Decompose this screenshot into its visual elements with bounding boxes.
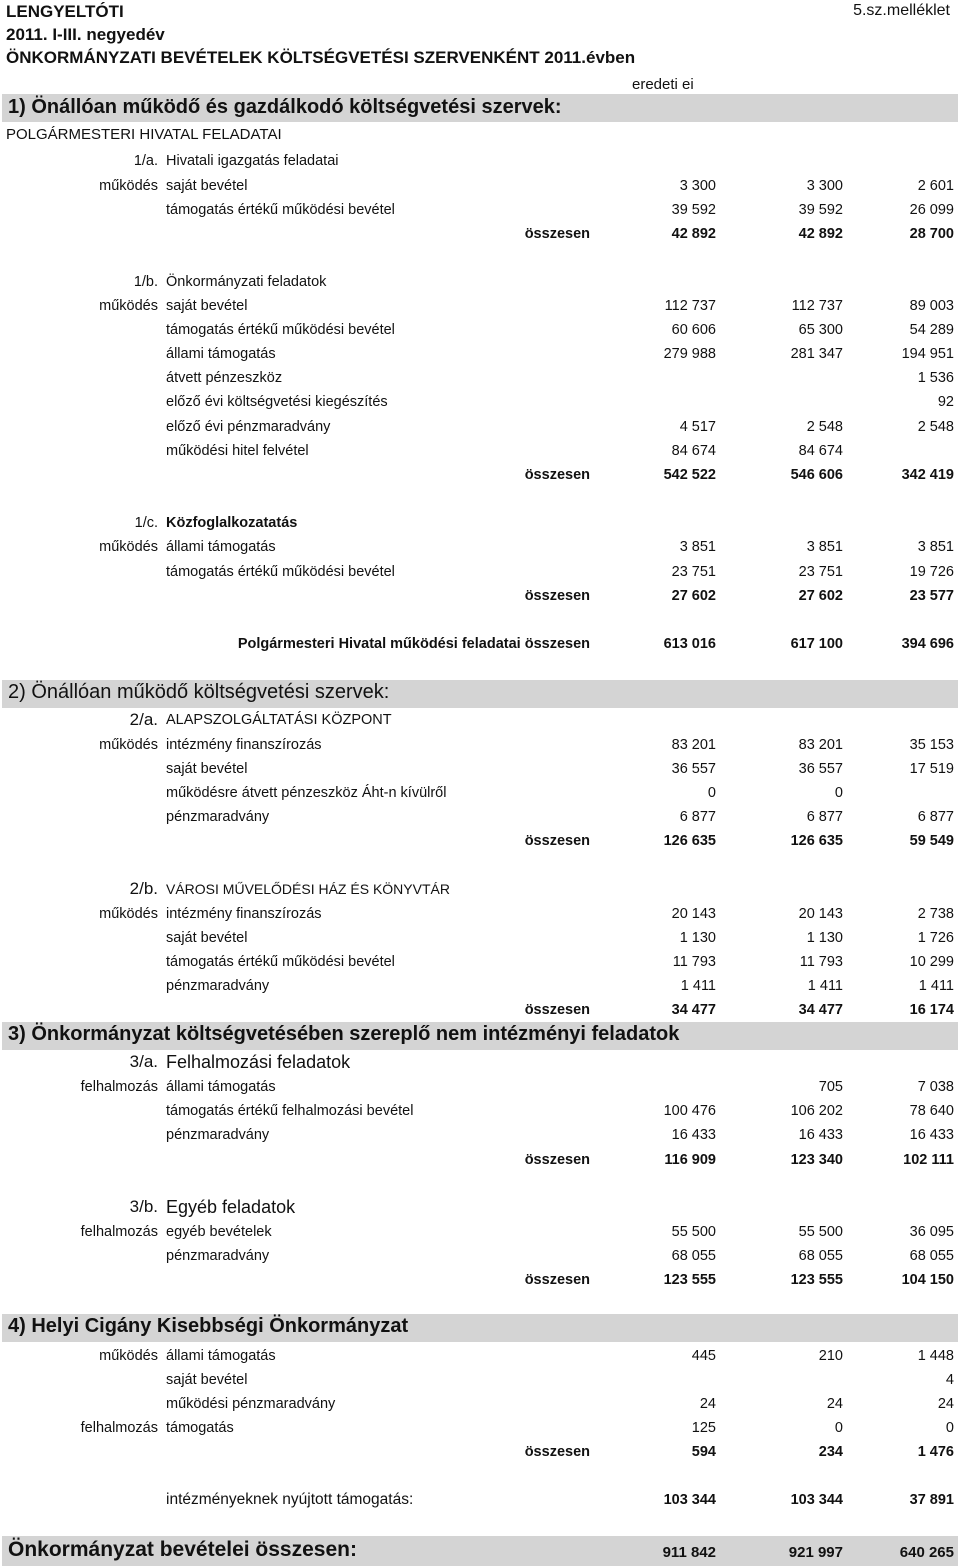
value-actual: 35 153 — [909, 737, 954, 753]
section-4-band — [2, 1314, 958, 1342]
value-modified: 24 — [826, 1396, 843, 1412]
value-original: 279 988 — [663, 346, 716, 362]
value-modified: 36 557 — [798, 761, 843, 777]
row-label: saját bevétel — [166, 178, 248, 194]
value-original: 39 592 — [671, 202, 716, 218]
grand-total-band — [2, 1536, 958, 1566]
total-modified: 123 340 — [790, 1152, 843, 1168]
total-actual: 23 577 — [909, 588, 954, 604]
row-label: pénzmaradvány — [166, 1127, 270, 1143]
total-original: 123 555 — [663, 1272, 716, 1288]
total-label: összesen — [524, 1152, 590, 1168]
value-actual: 1 536 — [917, 370, 954, 386]
table-row — [0, 1244, 960, 1268]
row-label: állami támogatás — [166, 539, 276, 555]
subsection-code: 3/b. — [129, 1197, 158, 1216]
total-original: 34 477 — [671, 1002, 716, 1018]
total-original: 27 602 — [671, 588, 716, 604]
row-label: előző évi költségvetési kiegészítés — [166, 394, 388, 410]
page-title: ÖNKORMÁNYZATI BEVÉTELEK KÖLTSÉGVETÉSI SZERVENKÉNT 2011.évben — [6, 48, 636, 67]
row-label: működési hitel felvétel — [166, 443, 309, 459]
value-actual: 17 519 — [909, 761, 954, 777]
value-original: 1 411 — [680, 978, 716, 994]
value-modified: 210 — [818, 1348, 843, 1364]
row-label: támogatás — [166, 1420, 234, 1436]
value-original: 0 — [707, 785, 716, 801]
total-label: összesen — [524, 226, 590, 242]
section-2-title: 2) Önállóan működő költségvetési szervek: — [8, 681, 390, 703]
value-original: 84 674 — [671, 443, 716, 459]
row-category: működés — [99, 737, 158, 753]
row-category: felhalmozás — [80, 1420, 158, 1436]
section-1-title: 1) Önállóan működő és gazdálkodó költségvetési szervek: — [8, 96, 562, 118]
value-modified: 11 793 — [799, 954, 843, 970]
total-row — [0, 584, 960, 608]
subsection-2a-header — [0, 708, 960, 734]
table-row — [0, 733, 960, 757]
total-row — [0, 222, 960, 246]
total-label: összesen — [524, 1002, 590, 1018]
value-original: 3 851 — [679, 539, 716, 555]
total-original: 126 635 — [663, 833, 716, 849]
table-row — [0, 366, 960, 390]
value-modified: 23 751 — [798, 564, 843, 580]
total-label: összesen — [524, 1444, 590, 1460]
table-row — [0, 1368, 960, 1392]
value-modified: 112 737 — [791, 298, 843, 314]
row-category: felhalmozás — [80, 1079, 158, 1095]
table-row — [0, 535, 960, 559]
annex-label: 5.sz.melléklet — [853, 2, 950, 19]
row-label: átvett pénzeszköz — [166, 370, 283, 386]
value-modified: 83 201 — [798, 737, 843, 753]
value-original: 23 751 — [671, 564, 716, 580]
section-3-band — [2, 1022, 958, 1050]
row-label: működésre átvett pénzeszköz Áht-n kívülről — [166, 785, 447, 801]
value-original: 24 — [699, 1396, 716, 1412]
row-category: működés — [99, 298, 158, 314]
total-label: összesen — [524, 833, 590, 849]
value-original: 3 300 — [679, 178, 716, 194]
subsection-name: Hivatali igazgatás feladatai — [166, 153, 339, 169]
subsection-2b-header — [0, 877, 960, 903]
row-label: saját bevétel — [166, 1372, 248, 1388]
draft-label: LENGYELTÓTI — [6, 2, 124, 21]
value-actual: 37 891 — [909, 1492, 954, 1508]
total-modified: 126 635 — [790, 833, 843, 849]
total-modified: 617 100 — [790, 636, 843, 652]
total-modified: 42 892 — [798, 226, 843, 242]
value-actual: 54 289 — [909, 322, 954, 338]
row-label: pénzmaradvány — [166, 809, 270, 825]
table-row — [0, 757, 960, 781]
subsection-code: 2/b. — [129, 879, 158, 898]
value-modified: 1 130 — [806, 930, 843, 946]
value-modified: 281 347 — [790, 346, 843, 362]
section-2-band — [2, 680, 958, 708]
value-original: 103 344 — [663, 1492, 716, 1508]
value-actual: 1 726 — [917, 930, 954, 946]
table-row — [0, 1220, 960, 1244]
section-1-band — [2, 94, 958, 122]
value-original: 6 877 — [679, 809, 716, 825]
value-actual: 10 299 — [909, 954, 954, 970]
value-original: 125 — [691, 1420, 716, 1436]
total-original: 42 892 — [671, 226, 716, 242]
value-modified: 1 411 — [807, 978, 843, 994]
row-label: támogatás értékű működési bevétel — [166, 322, 395, 338]
value-actual: 89 003 — [909, 298, 954, 314]
table-row — [0, 174, 960, 198]
subsection-name: Egyéb feladatok — [166, 1197, 296, 1217]
row-label: intézmény finanszírozás — [166, 737, 322, 753]
value-modified: 0 — [834, 785, 843, 801]
total-actual: 102 111 — [903, 1152, 954, 1168]
total-row — [0, 1268, 960, 1292]
table-row — [0, 560, 960, 584]
value-actual: 36 095 — [909, 1224, 954, 1240]
total-actual: 59 549 — [909, 833, 954, 849]
value-original: 112 737 — [664, 298, 716, 314]
value-modified: 65 300 — [798, 322, 843, 338]
total-actual: 1 476 — [917, 1444, 954, 1460]
period-label: 2011. I-III. negyedév — [6, 25, 165, 44]
total-modified: 123 555 — [790, 1272, 843, 1288]
total-label: összesen — [524, 467, 590, 483]
subsection-code: 1/b. — [133, 274, 158, 290]
subsection-code: 1/a. — [133, 153, 158, 169]
total-original: 613 016 — [663, 636, 716, 652]
table-row — [0, 198, 960, 222]
total-row — [0, 1440, 960, 1464]
value-original: 60 606 — [671, 322, 716, 338]
value-modified: 68 055 — [798, 1248, 843, 1264]
subsection-name: Közfoglalkozatatás — [166, 515, 298, 531]
value-modified: 103 344 — [790, 1492, 843, 1508]
value-modified: 20 143 — [798, 906, 843, 922]
value-modified: 705 — [818, 1079, 843, 1095]
value-actual: 1 411 — [918, 978, 954, 994]
table-row — [0, 926, 960, 950]
table-row — [0, 1416, 960, 1440]
subsection-name: ALAPSZOLGÁLTATÁSI KÖZPONT — [166, 712, 392, 728]
row-label: működési pénzmaradvány — [166, 1396, 336, 1412]
value-original: 16 433 — [671, 1127, 716, 1143]
value-actual: 2 738 — [917, 906, 954, 922]
value-original: 68 055 — [671, 1248, 716, 1264]
value-actual: 6 877 — [917, 809, 954, 825]
section-3-title: 3) Önkormányzat költségvetésében szereplő nem intézményi feladatok — [8, 1023, 680, 1045]
value-actual: 24 — [937, 1396, 954, 1412]
value-actual: 4 — [945, 1372, 954, 1388]
subsection-3b-header — [0, 1195, 960, 1221]
value-actual: 19 726 — [909, 564, 954, 580]
section-4-title: 4) Helyi Cigány Kisebbségi Önkormányzat — [8, 1315, 409, 1337]
table-row — [0, 902, 960, 926]
value-original: 55 500 — [671, 1224, 716, 1240]
row-label: pénzmaradvány — [166, 1248, 270, 1264]
grand-total-label: Önkormányzat bevételei összesen: — [8, 1538, 357, 1561]
total-actual: 394 696 — [901, 636, 954, 652]
value-original: 4 517 — [679, 419, 716, 435]
value-actual: 7 038 — [917, 1079, 954, 1095]
value-modified: 2 548 — [806, 419, 843, 435]
total-row — [0, 829, 960, 853]
row-category: működés — [99, 906, 158, 922]
value-actual: 3 851 — [917, 539, 954, 555]
total-original: 542 522 — [663, 467, 716, 483]
value-modified: 16 433 — [798, 1127, 843, 1143]
row-label: állami támogatás — [166, 346, 276, 362]
subsection-name: VÁROSI MŰVELŐDÉSI HÁZ ÉS KÖNYVTÁR — [166, 881, 450, 897]
value-modified: 84 674 — [798, 443, 843, 459]
value-modified: 6 877 — [806, 809, 843, 825]
grand-total-original: 911 842 — [662, 1544, 716, 1561]
total-actual: 104 150 — [901, 1272, 954, 1288]
grand-total-actual: 640 265 — [899, 1544, 954, 1561]
total-modified: 234 — [818, 1444, 843, 1460]
value-modified: 39 592 — [798, 202, 843, 218]
subsection-code: 1/c. — [134, 515, 158, 531]
table-row — [0, 318, 960, 342]
subsection-3a-header — [0, 1050, 960, 1076]
table-row — [0, 390, 960, 414]
section-1-subtitle: POLGÁRMESTERI HIVATAL FELADATAI — [6, 126, 282, 143]
total-original: 594 — [691, 1444, 716, 1460]
value-actual: 0 — [945, 1420, 954, 1436]
total-modified: 34 477 — [798, 1002, 843, 1018]
table-row — [0, 1123, 960, 1147]
value-original: 100 476 — [663, 1103, 716, 1119]
row-label: támogatás értékű működési bevétel — [166, 564, 395, 580]
table-row — [0, 950, 960, 974]
row-category: működés — [99, 539, 158, 555]
total-original: 116 909 — [664, 1152, 716, 1168]
value-original: 83 201 — [671, 737, 716, 753]
row-label: saját bevétel — [166, 930, 248, 946]
total-label: Polgármesteri Hivatal működési feladatai összesen — [237, 636, 590, 652]
table-row — [0, 1099, 960, 1123]
value-modified: 3 851 — [806, 539, 843, 555]
total-modified: 546 606 — [790, 467, 843, 483]
table-row — [0, 805, 960, 829]
value-actual: 1 448 — [917, 1348, 954, 1364]
value-original: 36 557 — [671, 761, 716, 777]
total-actual: 16 174 — [909, 1002, 954, 1018]
total-actual: 28 700 — [909, 226, 954, 242]
value-original: 20 143 — [671, 906, 716, 922]
value-modified: 0 — [834, 1420, 843, 1436]
value-actual: 194 951 — [901, 346, 954, 362]
total-modified: 27 602 — [798, 588, 843, 604]
row-label: saját bevétel — [166, 761, 248, 777]
row-label: egyéb bevételek — [166, 1224, 272, 1240]
institution-support-row — [0, 1488, 960, 1512]
row-label: intézmény finanszírozás — [166, 906, 322, 922]
subsection-1c-header — [0, 511, 960, 535]
total-row — [0, 998, 960, 1022]
row-label: előző évi pénzmaradvány — [166, 419, 331, 435]
value-actual: 92 — [937, 394, 954, 410]
total-row — [0, 1148, 960, 1172]
subsection-name: Felhalmozási feladatok — [166, 1052, 351, 1072]
table-row — [0, 294, 960, 318]
row-label: támogatás értékű működési bevétel — [166, 202, 395, 218]
row-label: intézményeknek nyújtott támogatás: — [166, 1491, 414, 1508]
row-label: pénzmaradvány — [166, 978, 270, 994]
subsection-1a-header — [0, 149, 960, 173]
row-label: saját bevétel — [166, 298, 248, 314]
value-actual: 26 099 — [909, 202, 954, 218]
grand-total-modified: 921 997 — [788, 1544, 843, 1561]
subsection-1b-header — [0, 270, 960, 294]
total-row — [0, 463, 960, 487]
subsection-name: Önkormányzati feladatok — [166, 274, 327, 290]
office-grand-total-row — [0, 632, 960, 656]
total-label: összesen — [524, 1272, 590, 1288]
row-category: működés — [99, 1348, 158, 1364]
value-actual: 78 640 — [909, 1103, 954, 1119]
table-row — [0, 1075, 960, 1099]
value-actual: 2 601 — [917, 178, 954, 194]
row-label: támogatás értékű működési bevétel — [166, 954, 395, 970]
table-row — [0, 415, 960, 439]
table-row — [0, 1392, 960, 1416]
total-actual: 342 419 — [901, 467, 954, 483]
value-actual: 2 548 — [917, 419, 954, 435]
row-label: állami támogatás — [166, 1348, 276, 1364]
subsection-code: 3/a. — [129, 1052, 158, 1071]
subsection-code: 2/a. — [129, 710, 158, 729]
value-original: 1 130 — [679, 930, 716, 946]
value-original: 11 793 — [672, 954, 716, 970]
value-modified: 3 300 — [806, 178, 843, 194]
value-original: 445 — [691, 1348, 716, 1364]
table-row — [0, 342, 960, 366]
column-header-original: eredeti ei — [632, 76, 694, 93]
row-label: állami támogatás — [166, 1079, 276, 1095]
row-category: működés — [99, 178, 158, 194]
table-row — [0, 974, 960, 998]
table-row — [0, 439, 960, 463]
value-actual: 68 055 — [909, 1248, 954, 1264]
value-modified: 106 202 — [790, 1103, 843, 1119]
total-label: összesen — [524, 588, 590, 604]
row-category: felhalmozás — [80, 1224, 158, 1240]
table-row — [0, 781, 960, 805]
value-modified: 55 500 — [798, 1224, 843, 1240]
table-row — [0, 1344, 960, 1368]
row-label: támogatás értékű felhalmozási bevétel — [166, 1103, 414, 1119]
value-actual: 16 433 — [909, 1127, 954, 1143]
